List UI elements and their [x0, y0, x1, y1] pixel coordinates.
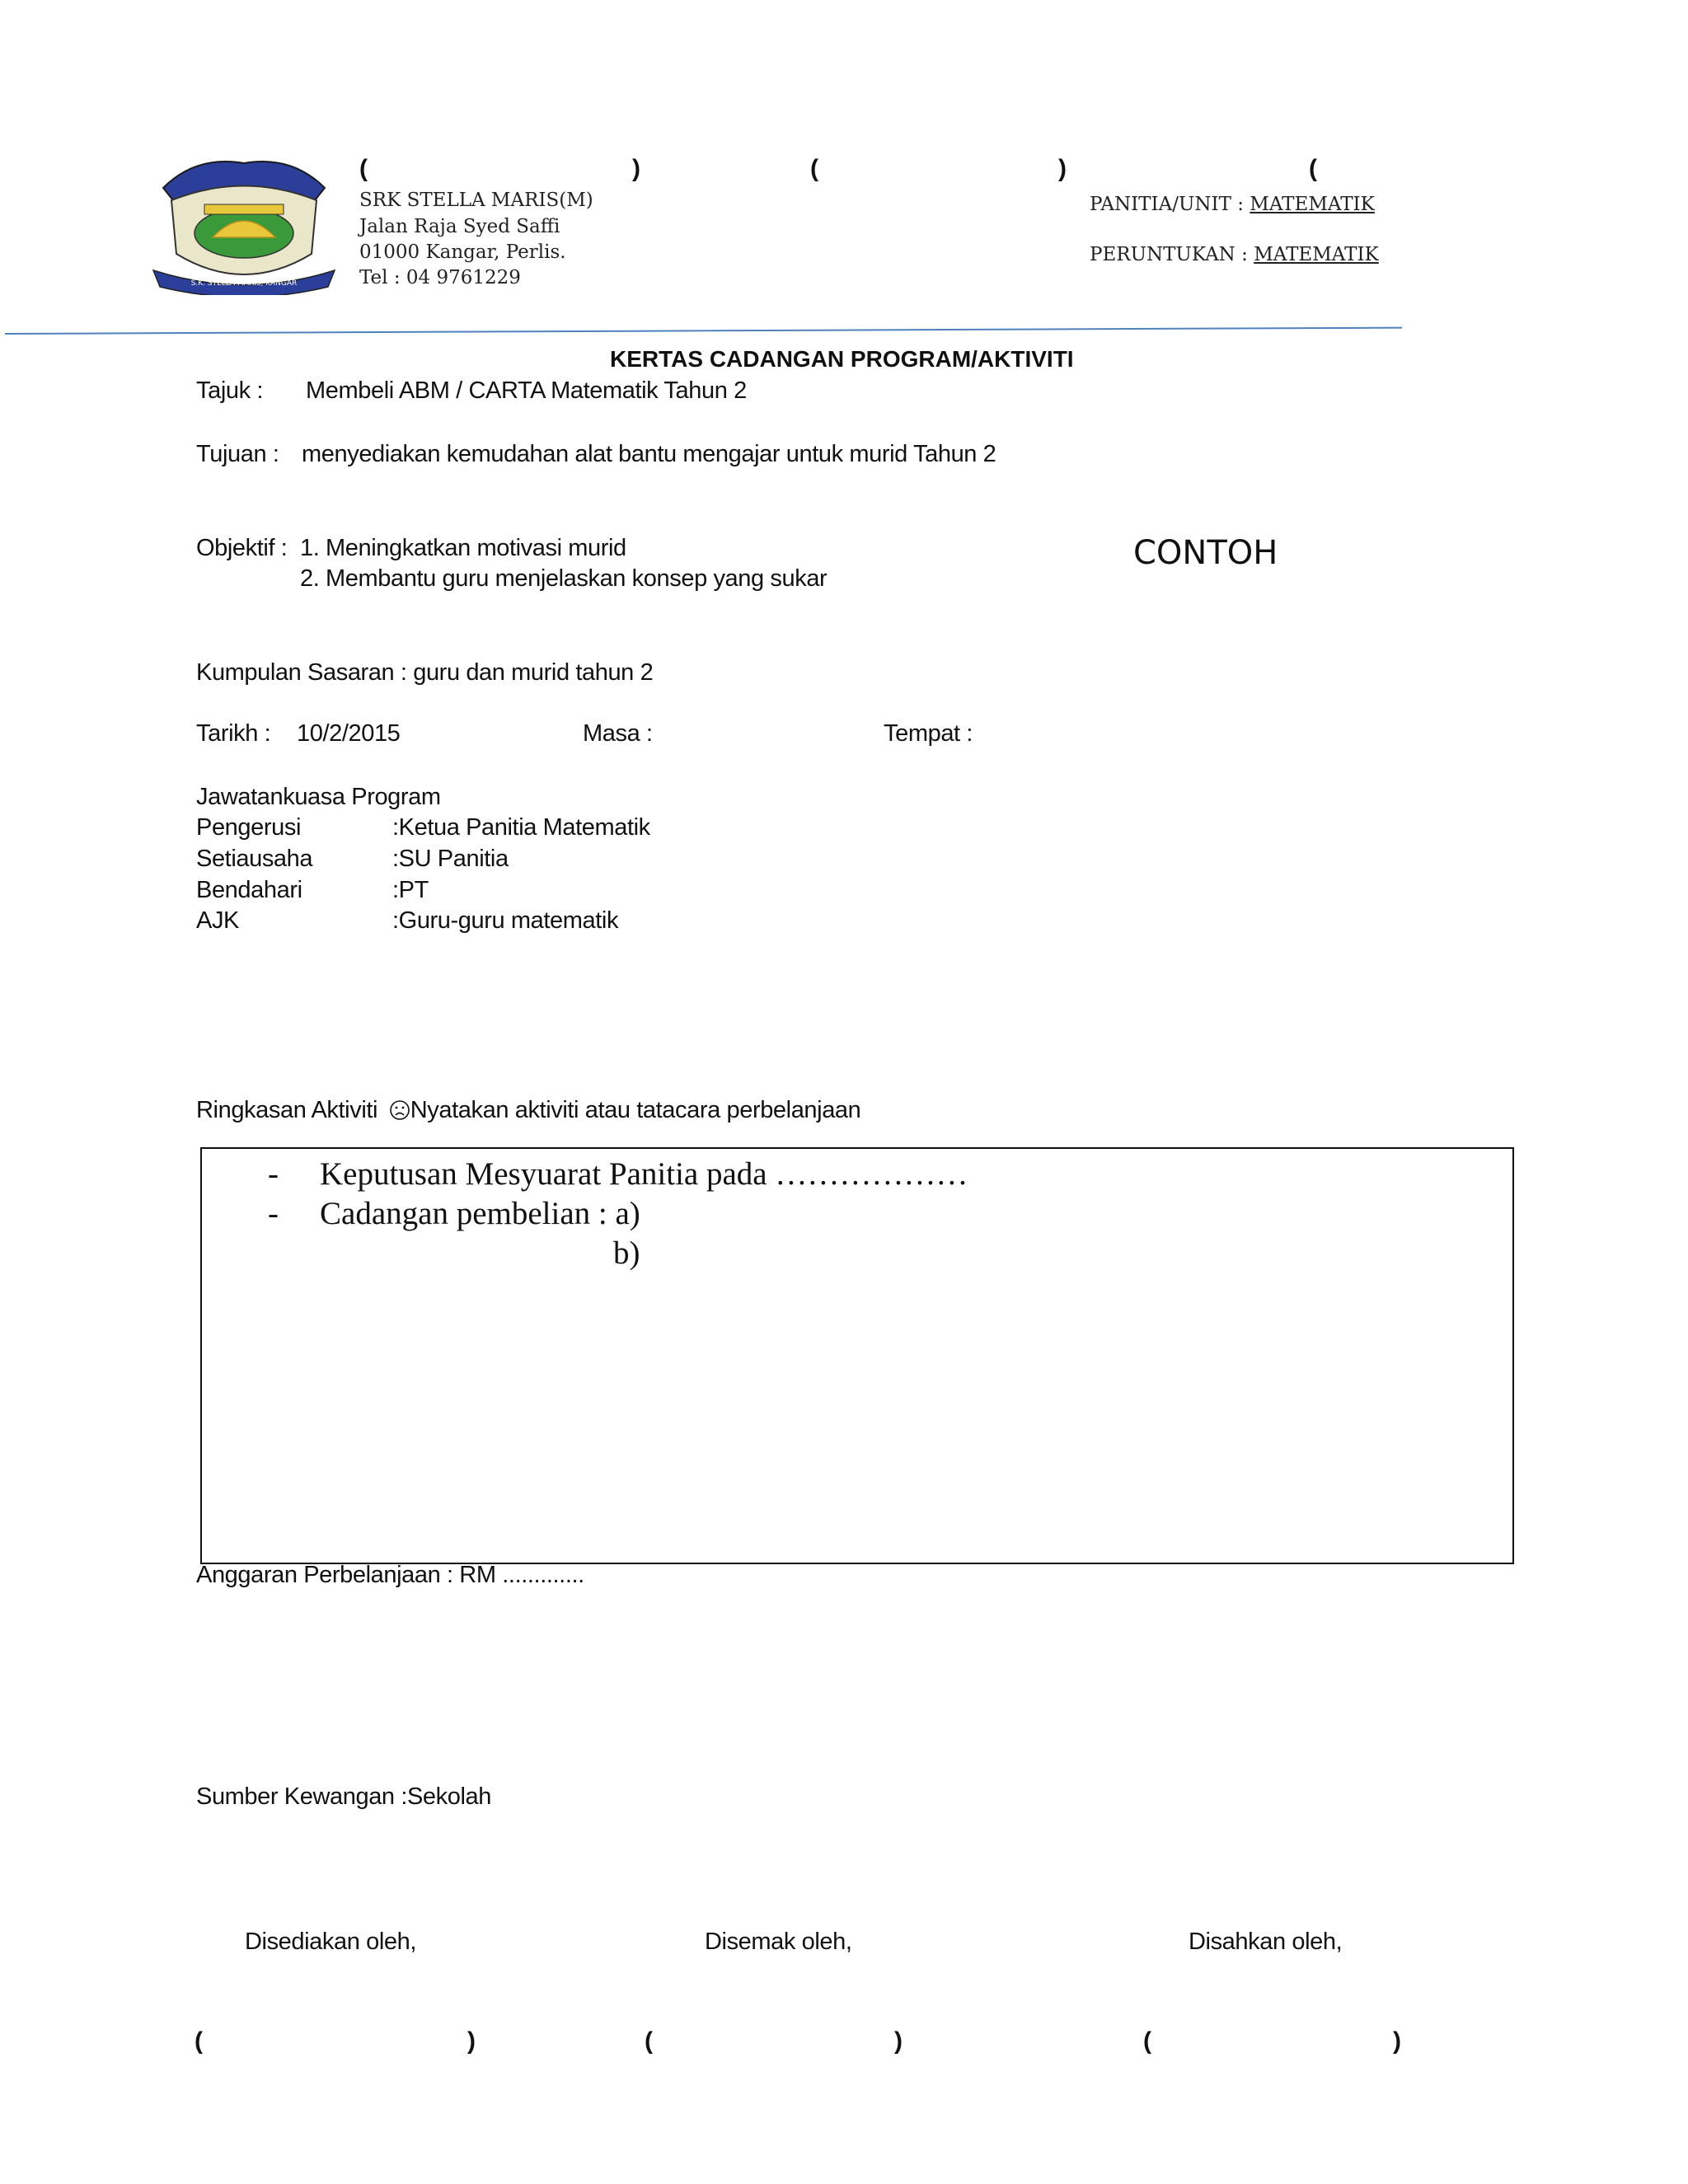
committee-role-2: Setiausaha	[196, 846, 313, 872]
paren-top-3: (	[810, 155, 818, 182]
disediakan-oleh: Disediakan oleh,	[245, 1929, 417, 1955]
objektif-item-2: 2. Membantu guru menjelaskan konsep yang sukar	[300, 565, 828, 592]
peruntukan-row	[1090, 242, 1379, 268]
kumpulan-sasaran: Kumpulan Sasaran : guru dan murid tahun 2	[196, 659, 654, 686]
objektif-item-1: 1. Meningkatkan motivasi murid	[300, 535, 626, 561]
school-logo	[147, 155, 341, 295]
paren-top-5: (	[1309, 155, 1317, 182]
committee-name-4: :Guru-guru matematik	[392, 907, 619, 934]
contoh-watermark: CONTOH	[1133, 534, 1278, 572]
box-dash-2: -	[268, 1196, 279, 1231]
ringkasan-row	[196, 1097, 860, 1124]
sig-paren-open-1: (	[195, 2027, 203, 2055]
peruntukan-value: MATEMATIK	[1254, 244, 1379, 265]
ringkasan-label: Ringkasan Aktiviti	[196, 1097, 378, 1123]
box-line-2: Cadangan pembelian : a)	[320, 1196, 640, 1231]
sumber-kewangan: Sumber Kewangan :Sekolah	[196, 1783, 491, 1810]
sig-paren-close-2: )	[894, 2027, 903, 2055]
box-dash-1: -	[268, 1156, 279, 1192]
sig-paren-open-3: (	[1143, 2027, 1151, 2055]
anggaran-perbelanjaan: Anggaran Perbelanjaan : RM .............	[196, 1562, 584, 1588]
tajuk-value: Membeli ABM / CARTA Matematik Tahun 2	[306, 377, 747, 404]
paren-top-1: (	[359, 155, 368, 182]
tujuan-label: Tujuan :	[196, 441, 279, 467]
ringkasan-hint: Nyatakan aktiviti atau tatacara perbelanjaan	[410, 1097, 861, 1123]
masa-label: Masa :	[583, 720, 653, 747]
box-line-3: b)	[613, 1235, 640, 1271]
committee-role-4: AJK	[196, 907, 239, 934]
committee-name-1: :Ketua Panitia Matematik	[392, 814, 650, 841]
box-line-1: Keputusan Mesyuarat Panitia pada ………………	[320, 1156, 968, 1192]
tajuk-label: Tajuk :	[196, 377, 264, 404]
sad-face-icon	[389, 1099, 410, 1121]
tempat-label: Tempat :	[884, 720, 973, 747]
objektif-label: Objektif :	[196, 535, 288, 561]
school-phone: Tel : 04 9761229	[359, 267, 521, 288]
sig-paren-close-3: )	[1393, 2027, 1401, 2055]
committee-role-1: Pengerusi	[196, 814, 301, 841]
school-address-line1: Jalan Raja Syed Saffi	[359, 216, 560, 237]
document-title: KERTAS CADANGAN PROGRAM/AKTIVITI	[610, 346, 1074, 372]
paren-top-2: )	[632, 155, 640, 182]
peruntukan-label: PERUNTUKAN :	[1090, 244, 1248, 265]
activity-box	[200, 1147, 1514, 1564]
committee-title: Jawatankuasa Program	[196, 784, 441, 810]
panitia-value: MATEMATIK	[1250, 194, 1375, 215]
panitia-label: PANITIA/UNIT :	[1090, 194, 1244, 215]
panitia-row	[1090, 192, 1375, 218]
disemak-oleh: Disemak oleh,	[705, 1929, 852, 1955]
school-address-line2: 01000 Kangar, Perlis.	[359, 241, 566, 263]
committee-name-2: :SU Panitia	[392, 846, 509, 872]
committee-name-3: :PT	[392, 877, 429, 903]
paren-top-4: )	[1058, 155, 1067, 182]
sig-paren-open-2: (	[645, 2027, 653, 2055]
committee-role-3: Bendahari	[196, 877, 302, 903]
tujuan-value: menyediakan kemudahan alat bantu mengajar untuk murid Tahun 2	[302, 441, 996, 467]
sig-paren-close-1: )	[467, 2027, 476, 2055]
tarikh-value: 10/2/2015	[297, 720, 401, 747]
disahkan-oleh: Disahkan oleh,	[1189, 1929, 1343, 1955]
logo-text: S.K. STELLA MARIS, KANGAR	[190, 279, 298, 288]
school-name: SRK STELLA MARIS(M)	[359, 190, 593, 211]
tarikh-label: Tarikh :	[196, 720, 271, 747]
header-divider	[5, 327, 1402, 335]
